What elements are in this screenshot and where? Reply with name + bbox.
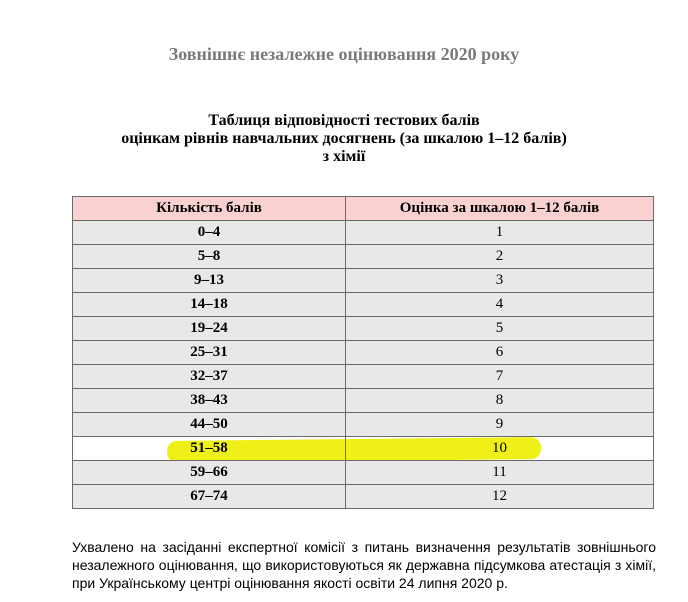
table-row <box>73 269 654 293</box>
grade-cell: 8 <box>346 389 654 413</box>
approval-footnote: Ухвалено на засіданні експертної комісії з питань визначення результатів зовнішнього незалежного оцінювання, що використовуються як державна підсумкова атестація з хімії, при Українському центрі оцінювання якості освіти 24 липня 2020 р. <box>72 539 656 591</box>
grade-cell: 9 <box>346 413 654 437</box>
score-cell: 44–50 <box>73 413 346 437</box>
score-cell: 59–66 <box>73 461 346 485</box>
table-header-row <box>73 197 654 221</box>
score-cell: 51–58 <box>73 437 346 461</box>
table-row-highlighted <box>73 437 654 461</box>
subtitle-line-3: з хімії <box>322 148 366 165</box>
column-header-grade: Оцінка за шкалою 1–12 балів <box>346 197 654 221</box>
grade-cell: 7 <box>346 365 654 389</box>
score-cell: 14–18 <box>73 293 346 317</box>
grade-cell: 11 <box>346 461 654 485</box>
table-row <box>73 389 654 413</box>
grade-cell: 1 <box>346 221 654 245</box>
subtitle-line-2: оцінкам рівнів навчальних досягнень (за шкалою 1–12 балів) <box>121 130 567 147</box>
grade-cell: 6 <box>346 341 654 365</box>
column-header-score: Кількість балів <box>73 197 346 221</box>
table-subtitle <box>0 112 688 166</box>
score-conversion-table <box>72 196 654 509</box>
grade-cell: 4 <box>346 293 654 317</box>
grade-cell: 2 <box>346 245 654 269</box>
table-row <box>73 461 654 485</box>
grade-cell: 12 <box>346 485 654 509</box>
table-row <box>73 245 654 269</box>
page-title: Зовнішнє незалежне оцінювання 2020 року <box>168 44 520 64</box>
table-row <box>73 413 654 437</box>
score-cell: 9–13 <box>73 269 346 293</box>
table-row <box>73 485 654 509</box>
score-cell: 32–37 <box>73 365 346 389</box>
subtitle-line-1: Таблиця відповідності тестових балів <box>208 112 480 129</box>
score-cell: 38–43 <box>73 389 346 413</box>
table-row <box>73 365 654 389</box>
table-row <box>73 317 654 341</box>
score-cell: 19–24 <box>73 317 346 341</box>
grade-cell: 10 <box>346 437 654 461</box>
grade-cell: 5 <box>346 317 654 341</box>
table-row <box>73 293 654 317</box>
score-cell: 25–31 <box>73 341 346 365</box>
table-row <box>73 341 654 365</box>
score-cell: 5–8 <box>73 245 346 269</box>
table-row <box>73 221 654 245</box>
grade-cell: 3 <box>346 269 654 293</box>
score-cell: 67–74 <box>73 485 346 509</box>
score-cell: 0–4 <box>73 221 346 245</box>
